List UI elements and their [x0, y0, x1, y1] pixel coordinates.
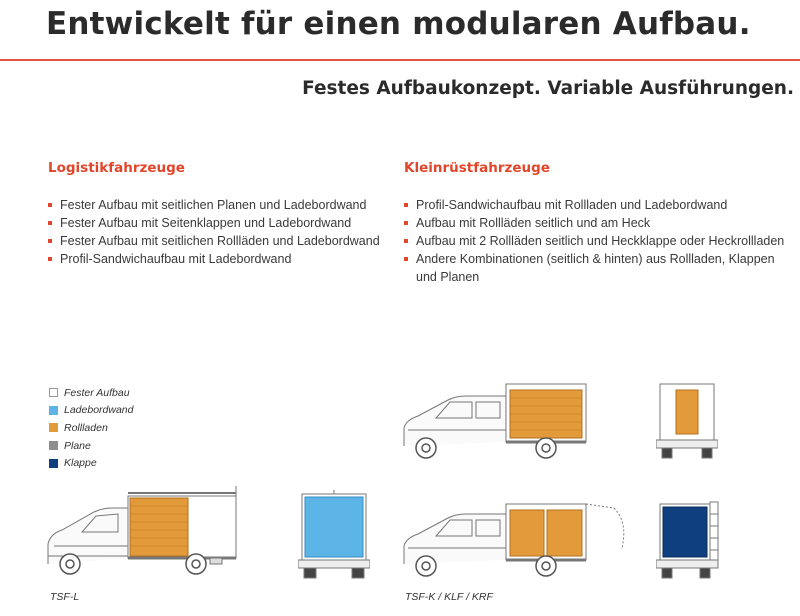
- legend-label: Ladebordwand: [64, 404, 134, 417]
- page-title: Entwickelt für einen modularen Aufbau.: [46, 6, 751, 42]
- tsf-k-rear-view-2: [656, 500, 722, 580]
- legend-label: Plane: [64, 439, 91, 452]
- legend-swatch: [49, 388, 58, 397]
- roller-shutter-panel: [676, 390, 698, 434]
- legend-item-roller-shutter: [49, 419, 133, 437]
- roller-shutter-panel: [547, 510, 582, 556]
- legend-swatch: [49, 441, 58, 450]
- tsf-k-rear-view-1: [656, 382, 718, 460]
- title-divider: [0, 59, 800, 61]
- list-item: Fester Aufbau mit seitlichen Rollläden und Ladebordwand: [48, 232, 393, 250]
- tsf-l-rear-view: [298, 490, 370, 580]
- list-item: Profil-Sandwichaufbau mit Ladebordwand: [48, 250, 393, 268]
- page-subtitle: Festes Aufbaukonzept. Variable Ausführungen.: [302, 78, 794, 99]
- legend-label: Rollladen: [64, 421, 108, 434]
- color-legend: [49, 384, 133, 472]
- tsf-l-side-view: [46, 486, 246, 578]
- flap-panel: [663, 507, 707, 557]
- list-item: Profil-Sandwichaufbau mit Rollladen und Ladebordwand: [404, 196, 796, 214]
- list-item: Aufbau mit 2 Rollläden seitlich und Heckklappe oder Heckrollladen: [404, 232, 796, 250]
- tsf-k-side-view-2: [402, 498, 630, 582]
- logistics-section: [48, 160, 393, 268]
- roller-shutter-panel: [510, 510, 544, 556]
- caption-tsf-k: TSF-K / KLF / KRF: [405, 591, 493, 603]
- list-item: Fester Aufbau mit Seitenklappen und Ladebordwand: [48, 214, 393, 232]
- legend-item-fixed-body: [49, 384, 133, 402]
- logistics-list: [48, 196, 393, 268]
- legend-swatch: [49, 459, 58, 468]
- small-equipment-section: [404, 160, 796, 286]
- list-item: Aufbau mit Rollläden seitlich und am Heck: [404, 214, 796, 232]
- list-item: Andere Kombinationen (seitlich & hinten) aus Rollladen, Klappen und Planen: [404, 250, 796, 286]
- tsf-k-side-view-1: [402, 380, 590, 462]
- legend-swatch: [49, 423, 58, 432]
- roller-shutter-panel: [130, 498, 188, 556]
- logistics-heading: Logistikfahrzeuge: [48, 160, 185, 176]
- legend-label: Klappe: [64, 457, 97, 470]
- legend-swatch: [49, 406, 58, 415]
- legend-item-tail-lift: [49, 402, 133, 420]
- legend-item-flap: [49, 454, 133, 472]
- small-equipment-heading: Kleinrüstfahrzeuge: [404, 160, 550, 176]
- tail-lift-panel: [305, 497, 363, 557]
- legend-label: Fester Aufbau: [64, 386, 130, 399]
- small-equipment-list: [404, 196, 796, 286]
- list-item: Fester Aufbau mit seitlichen Planen und Ladebordwand: [48, 196, 393, 214]
- legend-item-tarpaulin: [49, 437, 133, 455]
- caption-tsf-l: TSF-L: [50, 591, 80, 603]
